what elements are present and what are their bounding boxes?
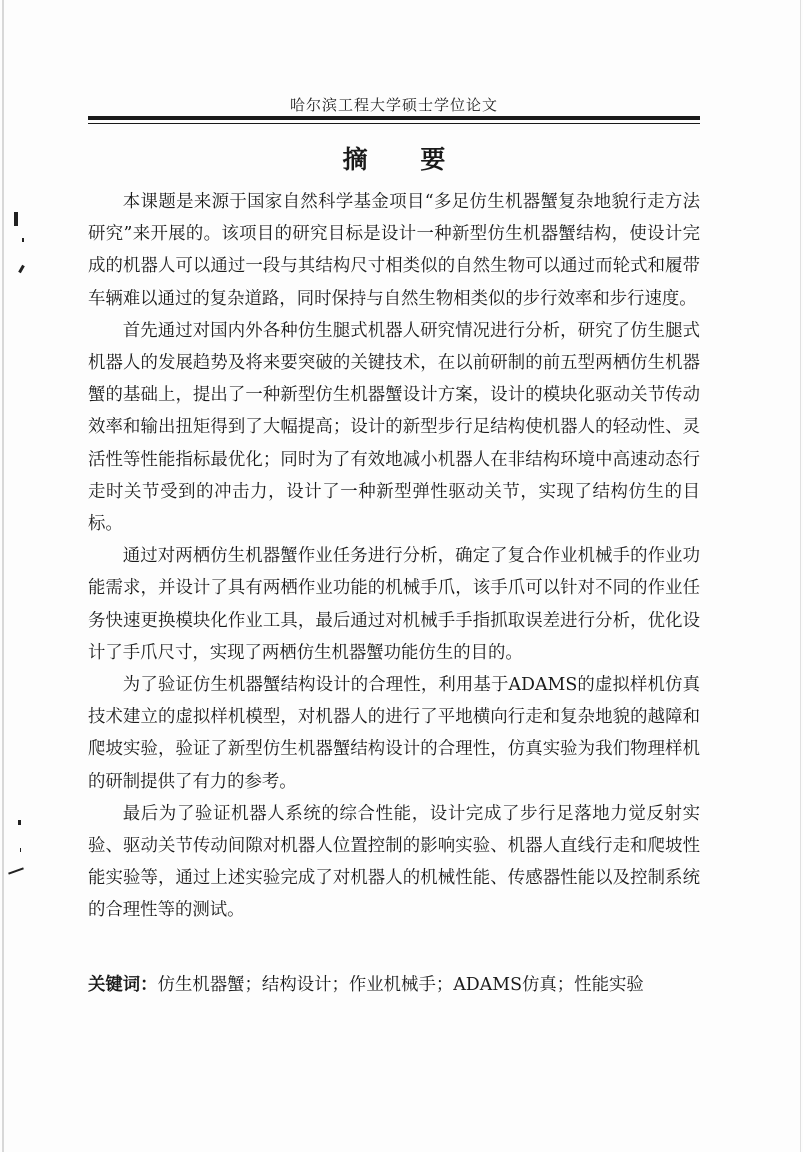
running-header-title: 哈尔滨工程大学硕士学位论文 xyxy=(289,96,498,114)
scan-artifact-mark xyxy=(8,867,24,874)
scan-artifact-mark xyxy=(14,212,18,226)
abstract-paragraph-4: 为了验证仿生机器蟹结构设计的合理性，利用基于ADAMS的虚拟样机仿真技术建立的虚拟样机模型，对机器人的进行了平地横向行走和复杂地貌的越障和爬坡实验，验证了新型仿生机器蟹结构设计的合理性，仿真实验为我们物理样机的研制提供了有力的参考。 xyxy=(88,675,700,792)
abstract-paragraph-1: 本课题是来源于国家自然科学基金项目“多足仿生机器蟹复杂地貌行走方法研究”来开展的。该项目的研究目标是设计一种新型仿生机器蟹结构，使设计完成的机器人可以通过一段与其结构尺寸相类似的自然生物可以通过而轮式和履带车辆难以通过的复杂道路，同时保持与自然生物相类似的步行效率和步行速度。 xyxy=(88,192,700,309)
keywords-text: 仿生机器蟹；结构设计；作业机械手；ADAMS仿真；性能实验 xyxy=(157,975,644,995)
header-rule-thin xyxy=(88,123,700,124)
scan-artifact-mark xyxy=(18,265,25,273)
scan-artifact-mark xyxy=(22,238,24,242)
abstract-paragraph-5: 最后为了验证机器人系统的综合性能，设计完成了步行足落地力觉反射实验、驱动关节传动间隙对机器人位置控制的影响实验、机器人直线行走和爬坡性能实验等，通过上述实验完成了对机器人的机械性能、传感器性能以及控制系统的合理性等的测试。 xyxy=(88,803,700,921)
scan-left-edge xyxy=(2,0,4,1152)
abstract-title: 摘 要 xyxy=(342,145,468,174)
abstract-paragraph-3: 通过对两栖仿生机器蟹作业任务进行分析，确定了复合作业机械手的作业功能需求，并设计了具有两栖作业功能的机械手爪，该手爪可以针对不同的作业任务快速更换模块化作业工具，最后通过对机械手手指抓取误差进行分析，优化设计了手爪尺寸，实现了两栖仿生机器蟹功能仿生的目的。 xyxy=(88,546,700,663)
scan-right-edge xyxy=(800,0,801,1152)
abstract-body xyxy=(88,186,700,927)
keywords-line xyxy=(88,970,700,1000)
abstract-paragraph-2: 首先通过对国内外各种仿生腿式机器人研究情况进行分析，研究了仿生腿式机器人的发展趋势及将来要突破的关键技术，在以前研制的前五型两栖仿生机器蟹的基础上，提出了一种新型仿生机器蟹设计方案，设计的模块化驱动关节传动效率和输出扭矩得到了大幅提高；设计的新型步行足结构使机器人的轻动性、灵活性等性能指标最优化；同时为了有效地减小机器人在非结构环境中高速动态行走时关节受到的冲击力，设计了一种新型弹性驱动关节，实现了结构仿生的目标。 xyxy=(88,320,700,535)
header-rule-thick xyxy=(88,116,700,120)
scan-artifact-mark xyxy=(20,848,21,852)
scan-artifact-mark xyxy=(18,820,21,825)
keywords-label: 关键词： xyxy=(88,975,158,995)
